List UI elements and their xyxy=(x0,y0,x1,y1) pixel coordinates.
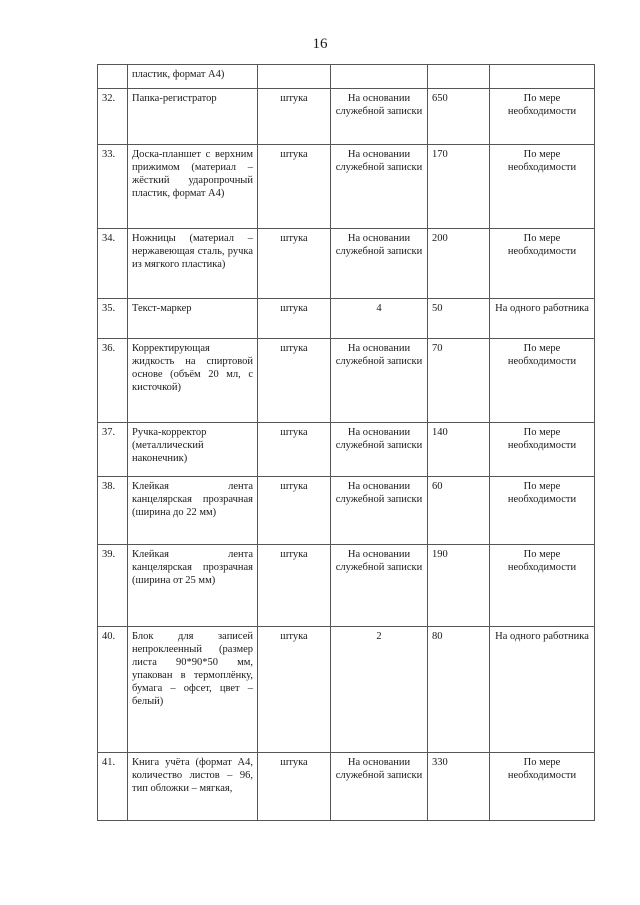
item-name: Папка-регистратор xyxy=(128,89,258,145)
table-row xyxy=(98,545,595,627)
item-unit: штука xyxy=(258,89,331,145)
item-note: По мере необходимости xyxy=(490,145,595,229)
item-note: На одного работника xyxy=(490,627,595,753)
table-row xyxy=(98,89,595,145)
table-row xyxy=(98,753,595,821)
item-price: 140 xyxy=(428,423,490,477)
item-quantity: На основании служебной записки xyxy=(331,145,428,229)
item-price: 200 xyxy=(428,229,490,299)
item-note: По мере необходимости xyxy=(490,545,595,627)
item-note: По мере необходимости xyxy=(490,229,595,299)
item-name: Книга учёта (формат А4, количество листов – 96, тип обложки – мягкая, xyxy=(128,753,258,821)
item-quantity: 4 xyxy=(331,299,428,339)
item-note xyxy=(490,65,595,89)
item-note: По мере необходимости xyxy=(490,753,595,821)
table-row xyxy=(98,229,595,299)
item-unit: штука xyxy=(258,423,331,477)
table-row xyxy=(98,627,595,753)
row-number: 39. xyxy=(98,545,128,627)
item-price: 60 xyxy=(428,477,490,545)
item-price: 80 xyxy=(428,627,490,753)
table-row xyxy=(98,65,595,89)
item-note: На одного работника xyxy=(490,299,595,339)
item-name: Клейкая лента канцелярская прозрачная (ширина от 25 мм) xyxy=(128,545,258,627)
item-quantity: На основании служебной записки xyxy=(331,229,428,299)
row-number: 32. xyxy=(98,89,128,145)
item-price: 70 xyxy=(428,339,490,423)
item-unit: штука xyxy=(258,299,331,339)
item-unit: штука xyxy=(258,229,331,299)
row-number: 41. xyxy=(98,753,128,821)
page-number: 16 xyxy=(312,36,328,52)
item-note: По мере необходимости xyxy=(490,477,595,545)
item-quantity: На основании служебной записки xyxy=(331,545,428,627)
row-number: 34. xyxy=(98,229,128,299)
item-unit xyxy=(258,65,331,89)
item-name: Клейкая лента канцелярская прозрачная (ширина до 22 мм) xyxy=(128,477,258,545)
row-number xyxy=(98,65,128,89)
item-name: Доска-планшет с верхним прижимом (материал – жёсткий ударопрочный пластик, формат А4) xyxy=(128,145,258,229)
item-name: Корректирующая жидкость на спиртовой основе (объём 20 мл, с кисточкой) xyxy=(128,339,258,423)
item-name: Ножницы (материал – нержавеющая сталь, ручка из мягкого пластика) xyxy=(128,229,258,299)
item-unit: штука xyxy=(258,753,331,821)
row-number: 38. xyxy=(98,477,128,545)
item-unit: штука xyxy=(258,145,331,229)
item-quantity xyxy=(331,65,428,89)
item-name: пластик, формат А4) xyxy=(128,65,258,89)
row-number: 33. xyxy=(98,145,128,229)
item-note: По мере необходимости xyxy=(490,89,595,145)
item-note: По мере необходимости xyxy=(490,423,595,477)
table-row xyxy=(98,477,595,545)
row-number: 35. xyxy=(98,299,128,339)
item-quantity: На основании служебной записки xyxy=(331,89,428,145)
table-row xyxy=(98,145,595,229)
item-unit: штука xyxy=(258,477,331,545)
item-unit: штука xyxy=(258,545,331,627)
item-price xyxy=(428,65,490,89)
item-price: 190 xyxy=(428,545,490,627)
item-price: 50 xyxy=(428,299,490,339)
item-quantity: На основании служебной записки xyxy=(331,423,428,477)
table-row xyxy=(98,299,595,339)
item-price: 170 xyxy=(428,145,490,229)
row-number: 37. xyxy=(98,423,128,477)
item-quantity: На основании служебной записки xyxy=(331,753,428,821)
item-name: Ручка-корректор (металлический наконечник) xyxy=(128,423,258,477)
row-number: 36. xyxy=(98,339,128,423)
item-price: 650 xyxy=(428,89,490,145)
table-row xyxy=(98,339,595,423)
row-number: 40. xyxy=(98,627,128,753)
table-row xyxy=(98,423,595,477)
item-quantity: На основании служебной записки xyxy=(331,477,428,545)
item-quantity: 2 xyxy=(331,627,428,753)
item-unit: штука xyxy=(258,627,331,753)
item-quantity: На основании служебной записки xyxy=(331,339,428,423)
item-price: 330 xyxy=(428,753,490,821)
items-table xyxy=(97,64,595,821)
item-name: Текст-маркер xyxy=(128,299,258,339)
item-unit: штука xyxy=(258,339,331,423)
item-name: Блок для записей непроклеенный (размер листа 90*90*50 мм, упакован в термоплёнку, бумага – офсет, цвет – белый) xyxy=(128,627,258,753)
item-note: По мере необходимости xyxy=(490,339,595,423)
